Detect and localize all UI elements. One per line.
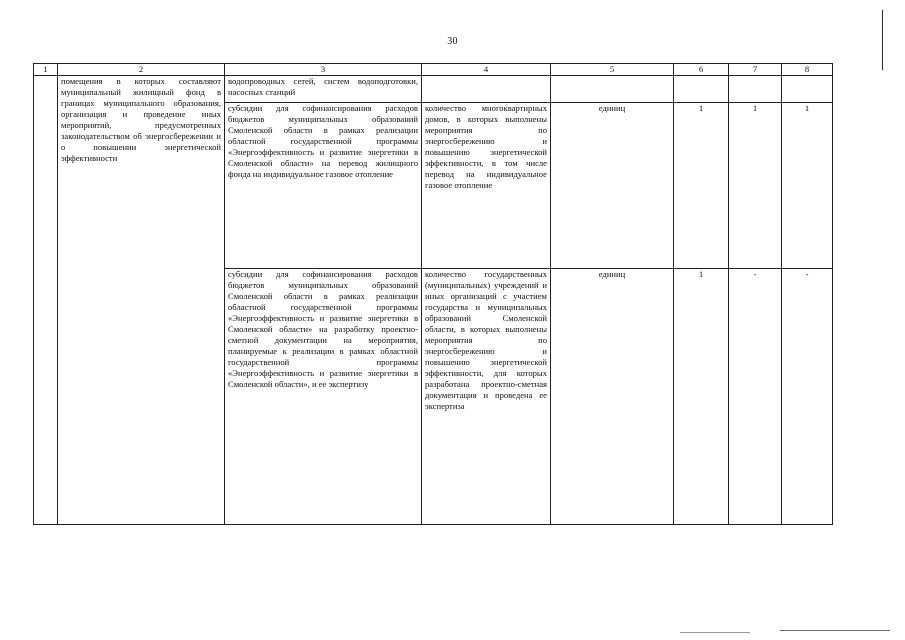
table-cell-col7: 1	[729, 103, 782, 269]
table-header-row	[34, 64, 833, 76]
table-cell-col7	[729, 76, 782, 103]
column-header: 6	[674, 64, 729, 76]
table-cell-col5	[551, 76, 674, 103]
table-cell-col3: субсидии для софинансирования расходов бюджетов муниципальных образований Смоленской области в рамках реализации областной государственной программы «Энергоэффективность и развитие энергетики в Смоленской области» на разработку проектно-сметной документации на мероприятия, планируемые к реализации в рамках областной государственной программы «Энергоэффективность и развитие энергетики в Смоленской области», и ее экспертизу	[225, 269, 422, 525]
scan-edge-line-bottom-b	[780, 630, 890, 631]
table-cell-col5: единиц	[551, 103, 674, 269]
table-row	[34, 76, 833, 103]
table-cell-col8	[782, 76, 833, 103]
table-cell-col3: субсидии для софинансирования расходов бюджетов муниципальных образований Смоленской области в рамках реализации областной государственной программы «Энергоэффективность и развитие энергетики в Смоленской области» на перевод жилищного фонда на индивидуальное газовое отопление	[225, 103, 422, 269]
table-cell-col6	[674, 76, 729, 103]
table-cell-col2-description: помещения в которых составляют муниципальный жилищный фонд в границах муниципального образования, организация и проведение иных мероприятий, предусмотренных законодательством об энергосбережении и о повышении энергетической эффективности	[58, 76, 225, 525]
table-cell-col4: количество многоквартирных домов, в которых выполнены мероприятия по энергосбережению и повышению энергетической эффективности, в том числе перевод на индивидуальное газовое отопление	[422, 103, 551, 269]
table-cell-col6: 1	[674, 103, 729, 269]
column-header: 4	[422, 64, 551, 76]
table-cell-col8: -	[782, 269, 833, 525]
table-cell-col3: водопроводных сетей, систем водоподготовки, насосных станций	[225, 76, 422, 103]
document-table	[33, 63, 833, 525]
column-header: 2	[58, 64, 225, 76]
table-cell-col4: количество государственных (муниципальных) учреждений и иных организаций с участием государства и муниципальных образований Смоленской области, в которых выполнены мероприятия по энергосбережению и повышению энергетической эффективности, для которых разработана проектно-сметная документация и проведена ее экспертиза	[422, 269, 551, 525]
column-header: 3	[225, 64, 422, 76]
table-cell-col4	[422, 76, 551, 103]
scan-edge-line-right	[882, 10, 883, 70]
table-cell-col6: 1	[674, 269, 729, 525]
scan-edge-line-bottom-a	[680, 632, 750, 633]
table-cell-col8: 1	[782, 103, 833, 269]
column-header: 5	[551, 64, 674, 76]
column-header: 7	[729, 64, 782, 76]
table-cell-col5: единиц	[551, 269, 674, 525]
column-header: 1	[34, 64, 58, 76]
column-header: 8	[782, 64, 833, 76]
page-number: 30	[447, 36, 458, 47]
table-cell-col1	[34, 76, 58, 525]
table-cell-col7: -	[729, 269, 782, 525]
